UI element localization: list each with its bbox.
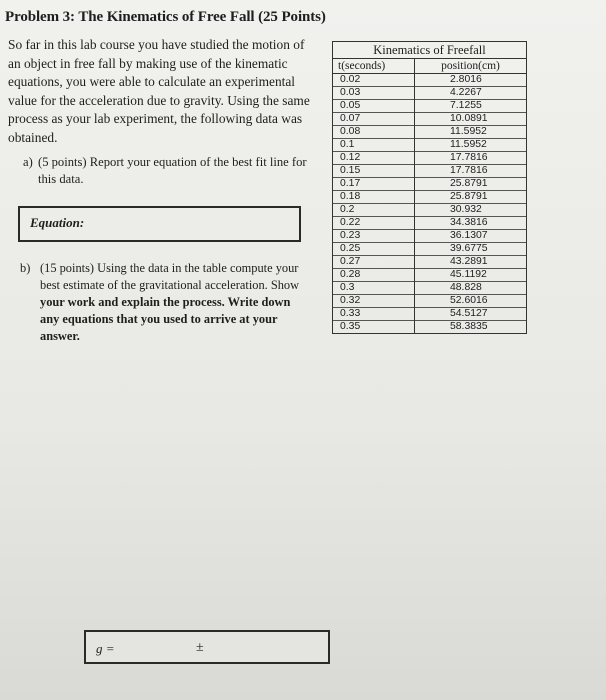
time-cell: 0.22 xyxy=(333,217,414,230)
position-cell: 10.0891 xyxy=(415,113,526,126)
header-time: t(seconds) xyxy=(333,59,415,73)
freefall-data-table xyxy=(332,41,527,334)
question-a-label: a) xyxy=(23,155,33,169)
position-cell: 48.828 xyxy=(415,282,526,295)
question-line: answer. xyxy=(40,329,80,343)
time-cell: 0.18 xyxy=(333,191,414,204)
time-cell: 0.35 xyxy=(340,321,361,332)
table-body xyxy=(333,74,526,333)
position-cell: 45.1192 xyxy=(415,269,526,282)
question-line: this data. xyxy=(38,172,84,186)
position-cell: 17.7816 xyxy=(415,152,526,165)
intro-line: equations, you were able to calculate an experimental xyxy=(8,74,296,90)
time-cell: 0.28 xyxy=(333,269,414,282)
position-cell: 7.1255 xyxy=(415,100,526,113)
header-position: position(cm) xyxy=(441,60,500,72)
intro-line: process as your lab experiment, the following data was xyxy=(8,111,303,127)
time-cell: 0.1 xyxy=(333,139,414,152)
time-cell: 0.2 xyxy=(333,204,414,217)
time-cell: 0.08 xyxy=(333,126,414,139)
time-cell: 0.3 xyxy=(333,282,414,295)
table-title: Kinematics of Freefall xyxy=(333,42,526,59)
time-cell: 0.05 xyxy=(333,100,414,113)
time-cell: 0.32 xyxy=(333,295,414,308)
position-cell: 52.6016 xyxy=(415,295,526,308)
question-a-text xyxy=(38,154,316,188)
position-cell: 11.5952 xyxy=(415,139,526,152)
position-cell: 4.2267 xyxy=(415,87,526,100)
intro-line: an object in free fall by making use of the kinematic xyxy=(8,55,288,71)
position-cell: 2.8016 xyxy=(415,74,526,87)
position-cell: 25.8791 xyxy=(415,191,526,204)
question-b-text xyxy=(40,260,315,345)
time-cell: 0.03 xyxy=(333,87,414,100)
plus-minus-symbol: ± xyxy=(196,640,204,655)
time-cell: 0.33 xyxy=(333,308,414,321)
position-cell: 54.5127 xyxy=(415,308,526,321)
intro-line: So far in this lab course you have studied the motion of xyxy=(8,37,305,52)
time-cell: 0.27 xyxy=(333,256,414,269)
question-line: (15 points) Using the data in the table compute your xyxy=(40,261,299,275)
time-cell: 0.07 xyxy=(333,113,414,126)
time-cell: 0.15 xyxy=(333,165,414,178)
question-b-label: b) xyxy=(20,261,31,275)
problem-intro xyxy=(8,36,313,148)
problem-title: Problem 3: The Kinematics of Free Fall (25 Points) xyxy=(5,9,326,25)
time-cell: 0.12 xyxy=(333,152,414,165)
intro-line: value for the acceleration due to gravity. Using the same xyxy=(8,92,310,108)
position-cell: 11.5952 xyxy=(415,126,526,139)
time-column xyxy=(333,74,415,333)
question-line: (5 points) Report your equation of the best fit line for xyxy=(38,155,307,169)
position-cell: 30.932 xyxy=(415,204,526,217)
position-column xyxy=(415,74,526,333)
position-cell: 36.1307 xyxy=(415,230,526,243)
position-cell: 17.7816 xyxy=(415,165,526,178)
time-cell: 0.17 xyxy=(333,178,414,191)
question-line: your work and explain the process. Write down xyxy=(40,295,291,309)
equation-label: Equation: xyxy=(30,215,85,230)
position-cell: 34.3816 xyxy=(415,217,526,230)
question-line: any equations that you used to arrive at your xyxy=(40,312,278,326)
time-cell: 0.02 xyxy=(333,74,414,87)
position-cell: 25.8791 xyxy=(415,178,526,191)
intro-line: obtained. xyxy=(8,129,58,145)
time-cell: 0.25 xyxy=(333,243,414,256)
g-answer-box[interactable] xyxy=(84,630,330,664)
table-header xyxy=(333,59,526,74)
g-label: g = xyxy=(96,641,115,656)
position-cell: 39.6775 xyxy=(415,243,526,256)
position-cell: 43.2891 xyxy=(415,256,526,269)
question-line: best estimate of the gravitational acceleration. Show xyxy=(40,278,300,292)
position-cell: 58.3835 xyxy=(450,321,488,332)
time-cell: 0.23 xyxy=(333,230,414,243)
equation-answer-box[interactable] xyxy=(18,206,301,242)
